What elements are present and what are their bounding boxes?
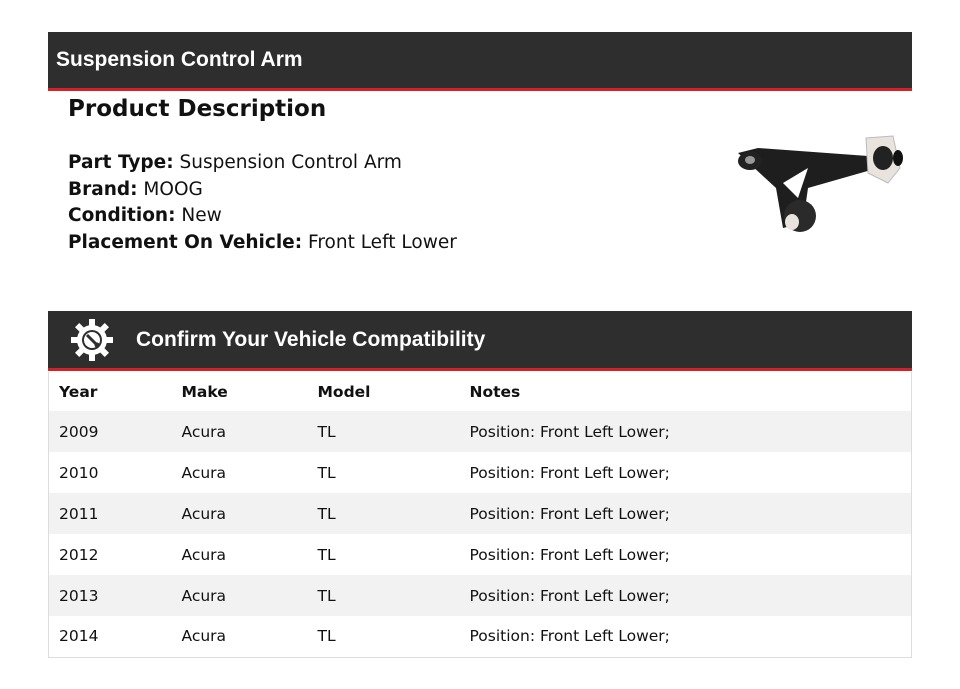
table-row bbox=[49, 575, 912, 616]
detail-value: Suspension Control Arm bbox=[179, 152, 402, 173]
cell-notes: Position: Front Left Lower; bbox=[460, 616, 912, 657]
cell-model: TL bbox=[308, 575, 460, 616]
product-title-bar bbox=[48, 32, 912, 91]
cell-make: Acura bbox=[172, 411, 308, 452]
table-row bbox=[49, 493, 912, 534]
product-image bbox=[728, 128, 908, 243]
cell-notes: Position: Front Left Lower; bbox=[460, 575, 912, 616]
gear-wrench-icon bbox=[70, 318, 114, 362]
product-title: Suspension Control Arm bbox=[56, 48, 303, 71]
cell-make: Acura bbox=[172, 616, 308, 657]
cell-make: Acura bbox=[172, 452, 308, 493]
cell-model: TL bbox=[308, 616, 460, 657]
column-year: Year bbox=[59, 382, 98, 401]
cell-notes: Position: Front Left Lower; bbox=[460, 452, 912, 493]
cell-year: 2011 bbox=[49, 493, 172, 534]
detail-label: Part Type: bbox=[68, 152, 174, 173]
cell-make: Acura bbox=[172, 493, 308, 534]
table-row bbox=[49, 452, 912, 493]
detail-condition bbox=[68, 203, 457, 230]
detail-value: MOOG bbox=[143, 178, 203, 200]
detail-part-type bbox=[68, 150, 457, 177]
compatibility-title-bar bbox=[48, 311, 912, 371]
cell-year: 2009 bbox=[49, 411, 172, 452]
cell-year: 2012 bbox=[49, 534, 172, 575]
detail-brand bbox=[68, 177, 457, 204]
cell-model: TL bbox=[308, 411, 460, 452]
detail-label: Condition: bbox=[68, 205, 176, 226]
detail-label: Placement On Vehicle: bbox=[68, 231, 303, 253]
column-make: Make bbox=[181, 382, 228, 401]
detail-label: Brand: bbox=[68, 178, 138, 200]
cell-model: TL bbox=[308, 452, 460, 493]
cell-notes: Position: Front Left Lower; bbox=[460, 534, 912, 575]
cell-model: TL bbox=[308, 493, 460, 534]
cell-make: Acura bbox=[172, 534, 308, 575]
cell-notes: Position: Front Left Lower; bbox=[460, 493, 912, 534]
detail-value: Front Left Lower bbox=[308, 231, 457, 253]
table-row bbox=[49, 534, 912, 575]
column-model: Model bbox=[317, 382, 371, 401]
cell-year: 2010 bbox=[49, 452, 172, 493]
detail-placement bbox=[68, 230, 457, 257]
cell-year: 2013 bbox=[49, 575, 172, 616]
cell-make: Acura bbox=[172, 575, 308, 616]
table-row bbox=[49, 411, 912, 452]
cell-notes: Position: Front Left Lower; bbox=[460, 411, 912, 452]
table-header-row bbox=[49, 372, 912, 411]
product-details bbox=[68, 150, 457, 256]
cell-year: 2014 bbox=[49, 616, 172, 657]
table-row bbox=[49, 616, 912, 657]
column-notes: Notes bbox=[469, 382, 521, 401]
cell-model: TL bbox=[308, 534, 460, 575]
detail-value: New bbox=[181, 205, 222, 226]
product-description-heading: Product Description bbox=[68, 96, 327, 122]
compatibility-table bbox=[48, 372, 912, 658]
compatibility-title: Confirm Your Vehicle Compatibility bbox=[136, 327, 486, 351]
